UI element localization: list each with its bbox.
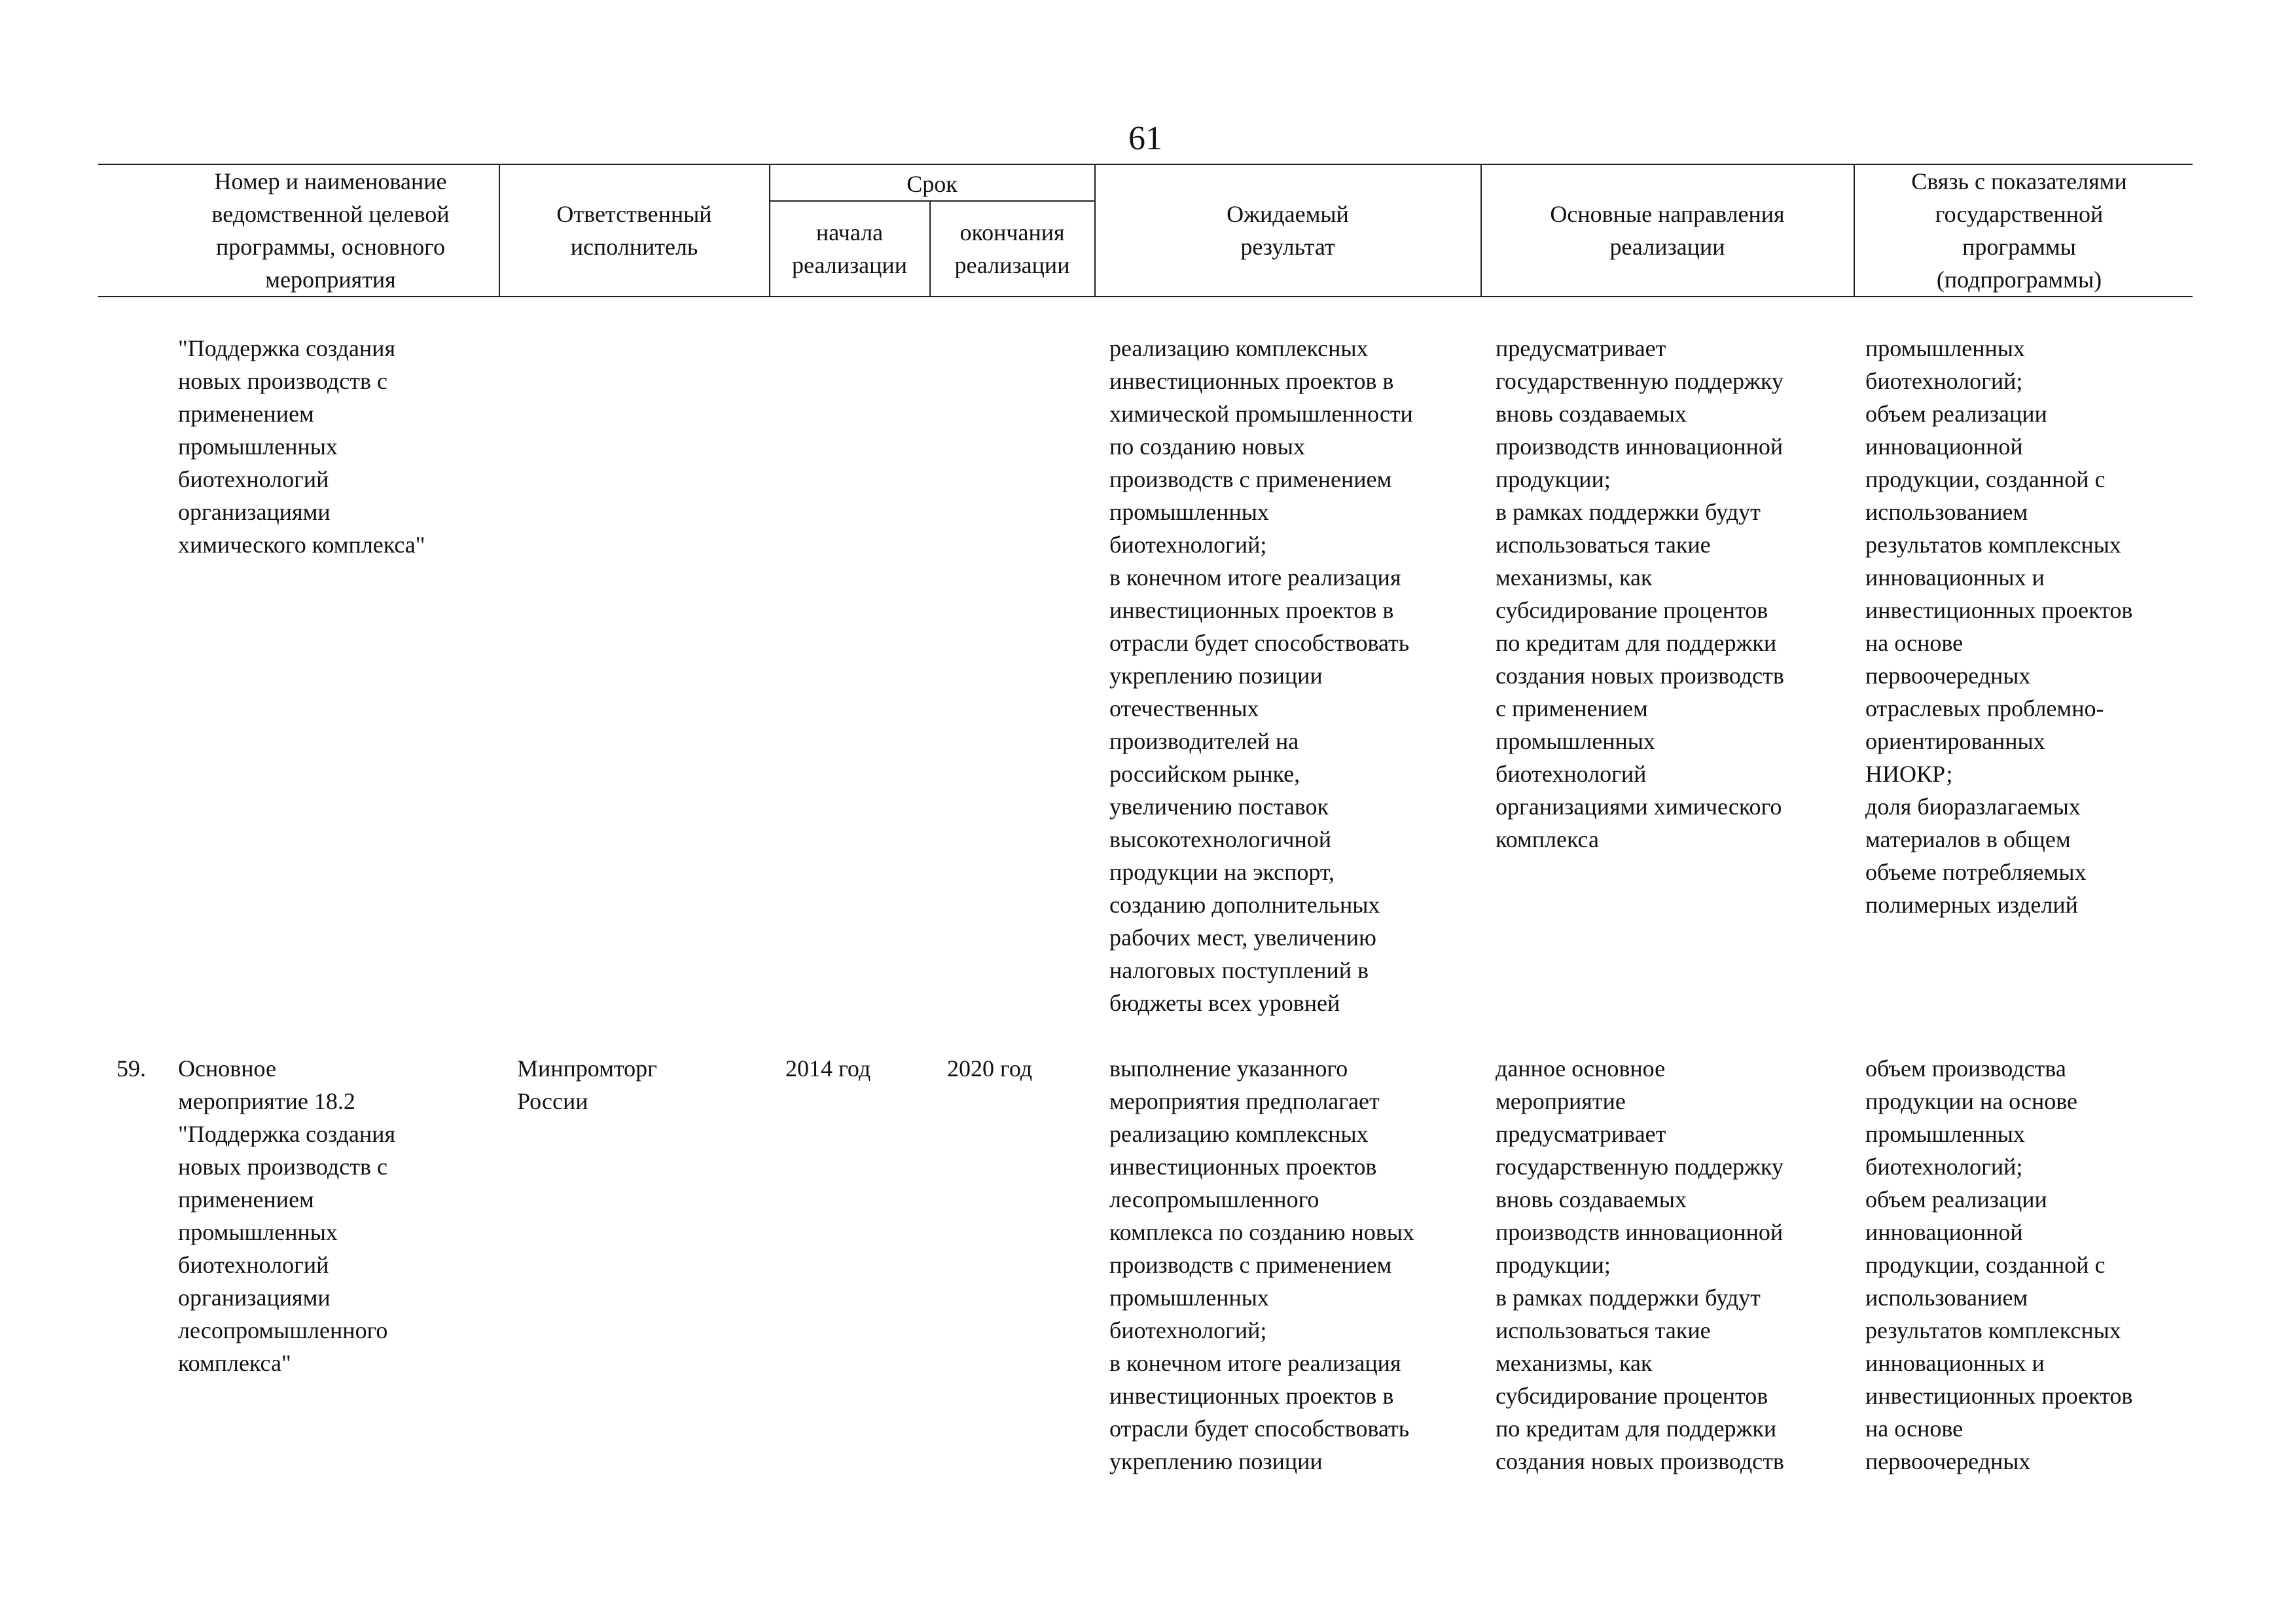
header-program: Номер и наименование ведомственной целевой программы, основного мероприятия	[211, 168, 450, 293]
header-divider	[1094, 164, 1096, 297]
header-term: Срок	[906, 171, 958, 197]
header-executor: Ответственный исполнитель	[556, 201, 712, 260]
header-bottom-rule	[98, 296, 2193, 297]
header-divider	[499, 164, 500, 297]
row-start: 2014 год	[785, 1055, 871, 1082]
row-result: выполнение указанного мероприятия предполагает реализацию комплексных инвестиционных проектов лесопромышленного комплекса по созданию новых производств с применением промышленных биотехнологий; в конечном итоге реализация инвестиционных проектов в отрасли будет способствовать укреплению позиции	[1109, 1055, 1414, 1474]
row-result: реализацию комплексных инвестиционных проектов в химической промышленности по созданию новых производств с применением промышленных биотехнологий; в конечном итоге реализация инвестиционных проектов в отрасли будет способствовать укреплению позиции отечественных производителей на российском рынке, увеличению поставок высокотехнологичной продукции на экспорт, созданию дополнительных рабочих мест, увеличению налоговых поступлений в бюджеты всех уровней	[1109, 335, 1413, 1016]
row-executor: Минпромторг России	[517, 1055, 657, 1114]
header-divider	[929, 200, 931, 297]
header-start: начала реализации	[792, 219, 907, 278]
header-divider	[1480, 164, 1482, 297]
header-link: Связь с показателями государственной программы (подпрограммы)	[1911, 168, 2127, 293]
row-directions: данное основное мероприятие предусматривает государственную поддержку вновь создаваемых производств инновационной продукции; в рамках поддержки будут использоваться такие механизмы, как субсидирование процентов по кредитам для поддержки создания новых производств	[1496, 1055, 1784, 1474]
row-number: 59.	[117, 1055, 146, 1082]
row-program: Основное мероприятие 18.2 "Поддержка создания новых производств с применением промышленных биотехнологий организациями лесопромышленного комплекса"	[178, 1055, 395, 1376]
row-end: 2020 год	[947, 1055, 1033, 1082]
header-directions: Основные направления реализации	[1550, 201, 1785, 260]
header-end: окончания реализации	[954, 219, 1070, 278]
header-divider	[769, 164, 770, 297]
page-number: 61	[1128, 120, 1162, 157]
row-link: объем производства продукции на основе промышленных биотехнологий; объем реализации инновационной продукции, созданной с использованием результатов комплексных инновационных и инвестиционных проектов на основе первоочередных	[1865, 1055, 2133, 1474]
row-program: "Поддержка создания новых производств с применением промышленных биотехнологий организациями химического комплекса"	[178, 335, 425, 558]
row-directions: предусматривает государственную поддержку вновь создаваемых производств инновационной продукции; в рамках поддержки будут использоваться такие механизмы, как субсидирование процентов по кредитам для поддержки создания новых производств с применением промышленных биотехнологий организациями химического комплекса	[1496, 335, 1784, 852]
header-result: Ожидаемый результат	[1227, 201, 1349, 260]
term-divider-rule	[769, 200, 1094, 202]
header-divider	[1854, 164, 1855, 297]
row-link: промышленных биотехнологий; объем реализации инновационной продукции, созданной с использованием результатов комплексных инновационных и инвестиционных проектов на основе первоочередных отраслевых проблемно- ориентированных НИОКР; доля биоразлагаемых материалов в общем объеме потребляемых полимерных изделий	[1865, 335, 2133, 918]
